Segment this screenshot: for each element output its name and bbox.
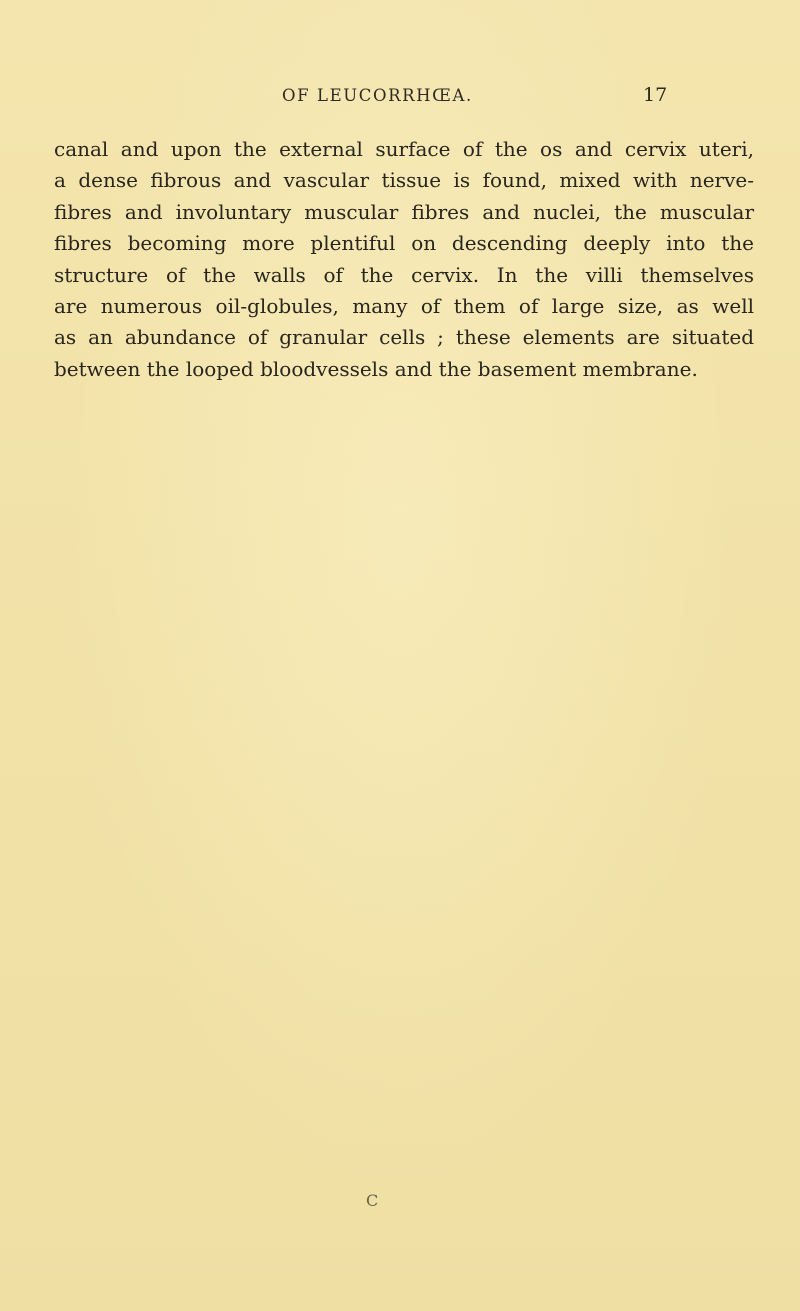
text-line: a dense fibrous and vascular tissue is found, mixed with nerve- (54, 168, 754, 193)
body-paragraph (54, 134, 754, 385)
running-title: OF LEUCORRHŒA. (282, 86, 473, 105)
text-line: fibres and involuntary muscular fibres and nuclei, the muscular (54, 199, 754, 224)
text-line: fibres becoming more plentiful on descending deeply into the (54, 231, 754, 256)
running-head (0, 86, 800, 114)
page-number: 17 (643, 84, 668, 106)
text-line: as an abundance of granular cells ; these elements are situated (54, 325, 754, 350)
text-line: are numerous oil-globules, many of them of large size, as well (54, 294, 754, 319)
text-line: canal and upon the external surface of the os and cervix uteri, (54, 137, 754, 161)
text-line: structure of the walls of the cervix. In the villi themselves (54, 262, 754, 287)
text-line: between the looped bloodvessels and the basement membrane. (54, 356, 698, 381)
signature-mark: C (366, 1191, 379, 1210)
